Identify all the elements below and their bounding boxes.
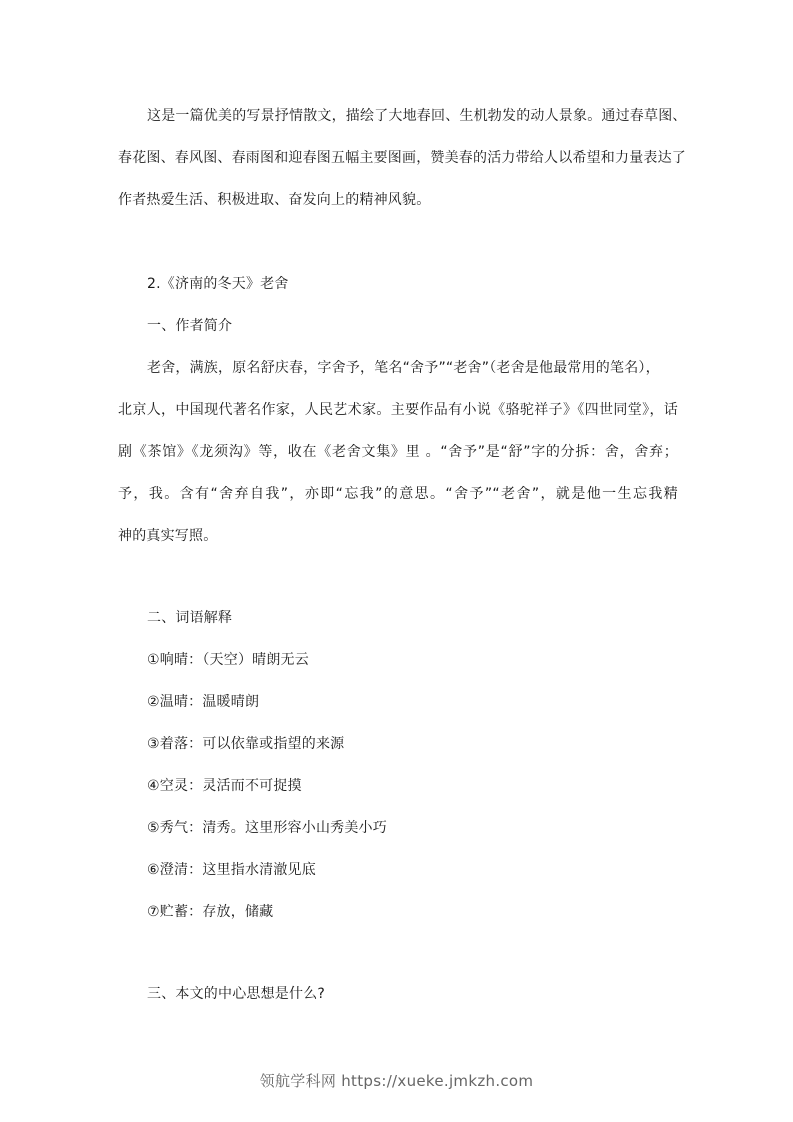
- author-intro-heading: 一、作者简介: [147, 318, 233, 334]
- vocabulary-item: ⑤秀气：清秀。这里形容小山秀美小巧: [147, 820, 387, 836]
- author-intro-line-3: 剧《茶馆》《龙须沟》等，收在《老舍文集》里 。“舍予”是“舒”字的分拆：舍，舍弃；: [118, 444, 678, 460]
- vocabulary-item: ⑥澄清：这里指水清澈见底: [147, 862, 316, 878]
- author-intro-line-5: 神的真实写照。: [118, 528, 218, 544]
- intro-line-1: 这是一篇优美的写景抒情散文，描绘了大地春回、生机勃发的动人景象。通过春草图、: [147, 108, 687, 124]
- question-heading: 三、本文的中心思想是什么?: [147, 986, 326, 1002]
- author-intro-line-1: 老舍，满族，原名舒庆春，字舍予，笔名“舍予”“老舍”（老舍是他最常用的笔名），: [147, 360, 660, 376]
- vocabulary-item: ④空灵：灵活而不可捉摸: [147, 778, 302, 794]
- footer-watermark: 领航学科网 https://xueke.jmkzh.com: [259, 1072, 534, 1090]
- vocabulary-item: ③着落：可以依靠或指望的来源: [147, 736, 345, 752]
- vocabulary-heading: 二、词语解释: [147, 610, 233, 626]
- intro-line-3: 作者热爱生活、积极进取、奋发向上的精神风貌。: [118, 192, 431, 208]
- author-intro-line-4: 予，我。含有“舍弃自我”，亦即“忘我”的意思。“舍予”“老舍”，就是他一生忘我精: [118, 486, 678, 502]
- section-title: 2.《济南的冬天》老舍: [147, 276, 289, 292]
- vocabulary-item: ②温晴：温暖晴朗: [147, 694, 260, 710]
- vocabulary-item: ⑦贮蓄：存放，储藏: [147, 904, 274, 920]
- intro-line-2: 春花图、春风图、春雨图和迎春图五幅主要图画，赞美春的活力带给人以希望和力量表达了: [118, 150, 686, 166]
- author-intro-line-2: 北京人，中国现代著名作家，人民艺术家。主要作品有小说《骆驼祥子》《四世同堂》，话: [118, 402, 678, 418]
- vocabulary-item: ①响晴：（天空）晴朗无云: [147, 652, 309, 668]
